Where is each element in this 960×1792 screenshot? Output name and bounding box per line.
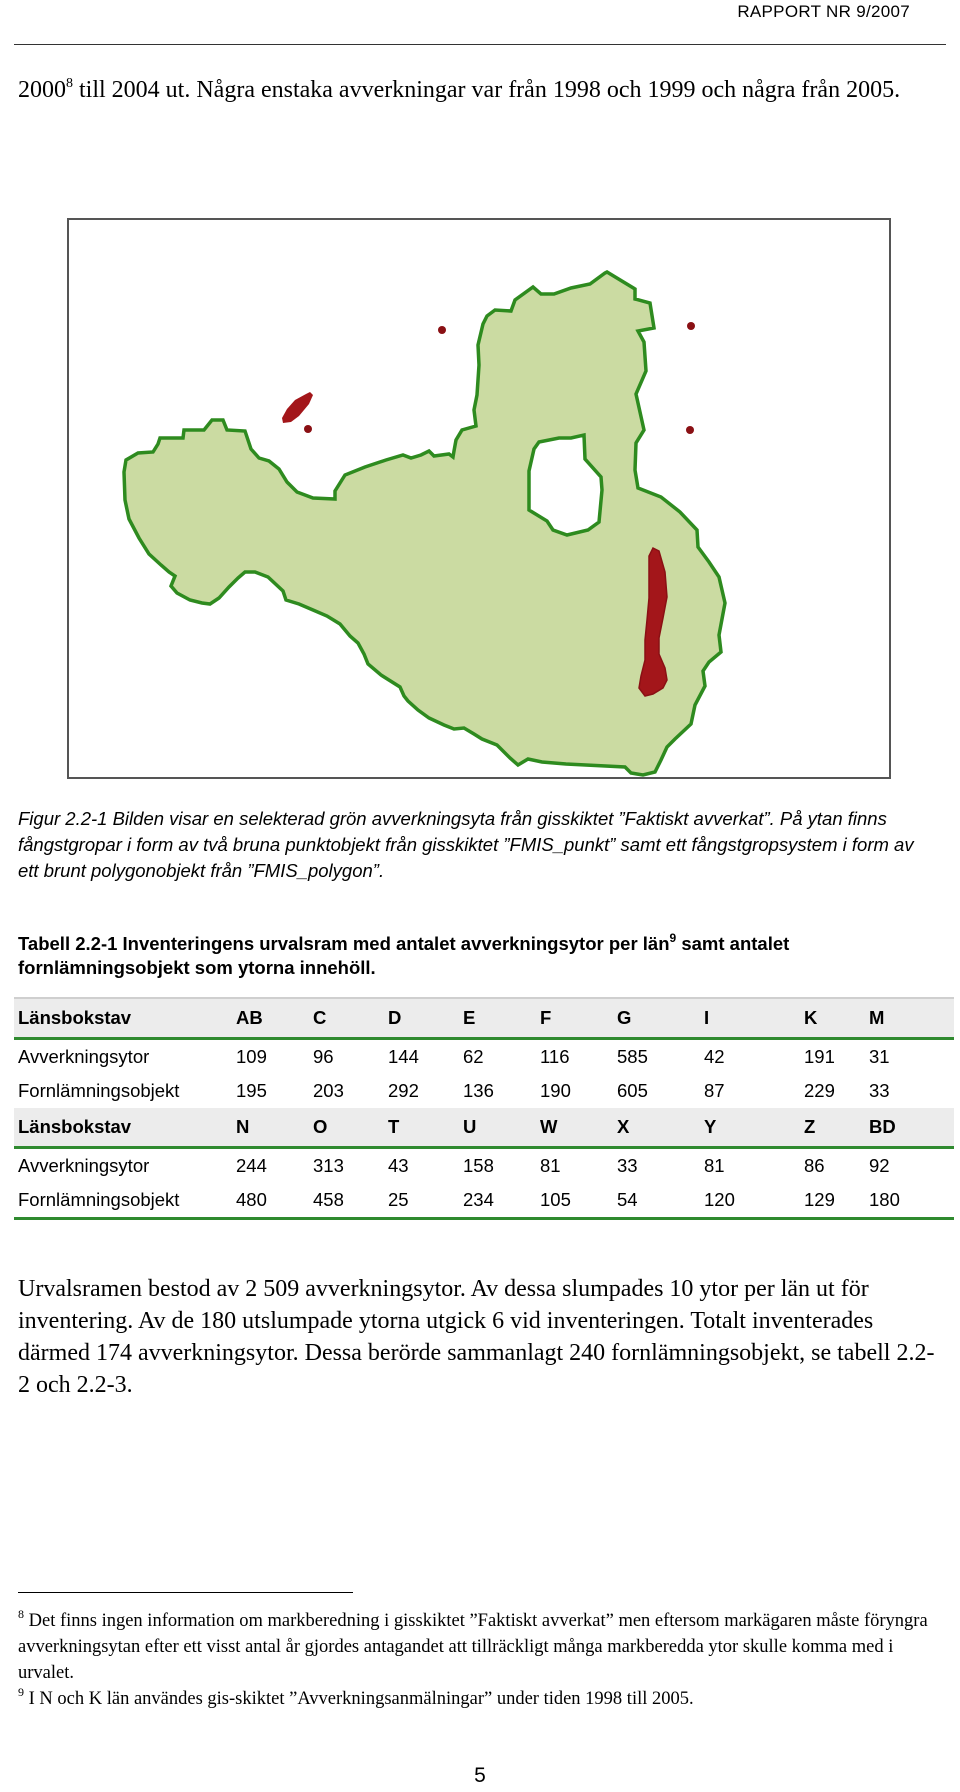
header-cell: Länsbokstav xyxy=(14,998,232,1039)
table-cell: 105 xyxy=(536,1183,613,1219)
table-header-row xyxy=(14,998,954,1039)
row-label: Avverkningsytor xyxy=(18,1155,150,1176)
header-cell: T xyxy=(384,1108,459,1148)
table-cell: 42 xyxy=(704,1046,725,1067)
map-figure xyxy=(20,176,905,791)
footnote-ref-9: 9 xyxy=(669,931,677,945)
header-cell: Z xyxy=(800,1108,865,1148)
footnote-9 xyxy=(18,1686,938,1712)
header-cell: C xyxy=(309,998,384,1039)
trapping-pit-point-3 xyxy=(687,322,695,330)
trapping-pit-point-4 xyxy=(686,426,694,434)
page-number: 5 xyxy=(474,1764,486,1787)
table-cell: 585 xyxy=(617,1046,648,1067)
table-cell: 180 xyxy=(865,1183,954,1219)
header-cell: BD xyxy=(865,1108,954,1148)
table-cell: 144 xyxy=(388,1046,419,1067)
header-cell: F xyxy=(536,998,613,1039)
inventory-table xyxy=(14,997,954,1220)
figure-caption: Figur 2.2-1 Bilden visar en selekterad grön avverkningsyta från gisskiktet ”Faktiskt avverkat”. På ytan finns fångstgropar i form av två bruna punktobjekt från gisskiktet ”FMIS_punkt” samt ett fångstgropsystem i form av ett brunt polygonobjekt från ”FMIS_polygon”. xyxy=(18,808,914,881)
trapping-pit-point-2 xyxy=(438,326,446,334)
header-cell: D xyxy=(384,998,459,1039)
header-cell: X xyxy=(613,1108,700,1148)
table-cell: 96 xyxy=(313,1046,334,1067)
table-cell: 86 xyxy=(804,1155,825,1176)
page-header xyxy=(0,0,960,26)
header-cell: E xyxy=(459,998,536,1039)
header-cell: M xyxy=(865,998,954,1039)
trapping-pit-blob xyxy=(282,392,313,423)
trapping-pit-point-1 xyxy=(304,425,312,433)
footnote-number: 9 xyxy=(18,1685,24,1699)
intro-body: till 2004 ut. Några enstaka avverkningar var från 1998 och 1999 och några från 2005. xyxy=(73,77,901,103)
table-cell: 158 xyxy=(463,1155,494,1176)
table-cell: 229 xyxy=(804,1080,835,1101)
intro-text xyxy=(18,74,938,106)
header-cell: O xyxy=(309,1108,384,1148)
table-cell: 25 xyxy=(384,1183,459,1219)
header-cell: AB xyxy=(232,998,309,1039)
report-number: RAPPORT NR 9/2007 xyxy=(737,2,910,21)
map-frame xyxy=(67,218,891,779)
table-cell: 480 xyxy=(232,1183,309,1219)
footnote-8 xyxy=(18,1608,938,1686)
footnote-rule xyxy=(18,1592,353,1593)
header-cell: Länsbokstav xyxy=(14,1108,232,1148)
table-cell: 120 xyxy=(700,1183,800,1219)
table-title-rest: samt antalet fornlämningsobjekt som ytorna innehöll. xyxy=(18,933,790,978)
table-cell: 244 xyxy=(236,1155,267,1176)
map-canvas xyxy=(69,220,889,777)
header-cell: W xyxy=(536,1108,613,1148)
table-cell: 292 xyxy=(388,1080,419,1101)
table-cell: 203 xyxy=(313,1080,344,1101)
table-cell: 605 xyxy=(617,1080,648,1101)
table-cell: 116 xyxy=(540,1046,570,1067)
footnote-text: I N och K län användes gis-skiktet ”Avverkningsanmälningar” under tiden 1998 till 2005. xyxy=(24,1689,694,1709)
row-label: Fornlämningsobjekt xyxy=(14,1183,232,1219)
table-cell: 136 xyxy=(463,1080,494,1101)
header-cell: N xyxy=(232,1108,309,1148)
table-cell: 31 xyxy=(869,1046,890,1067)
table-cell: 458 xyxy=(309,1183,384,1219)
row-label: Avverkningsytor xyxy=(18,1046,150,1067)
footnote-ref-8: 8 xyxy=(66,76,73,91)
table-cell: 54 xyxy=(613,1183,700,1219)
table-row xyxy=(14,1148,954,1184)
table-row xyxy=(14,1074,954,1108)
table-header-row xyxy=(14,1108,954,1148)
intro-year: 2000 xyxy=(18,77,66,103)
table-title-main: Tabell 2.2-1 Inventeringens urvalsram med antalet avverkningsytor per län xyxy=(18,933,670,954)
body-paragraph: Urvalsramen bestod av 2 509 avverkningsytor. Av dessa slumpades 10 ytor per län ut för inventering. Av de 180 utslumpade ytorna utgick 6 vid inventeringen. Totalt inventerades därmed 174 avverkningsytor. Dessa berörde sammanlagt 240 fornlämningsobjekt, se tabell 2.2-2 och 2.2-3. xyxy=(18,1276,935,1398)
table-cell: 313 xyxy=(313,1155,344,1176)
header-cell: Y xyxy=(700,1108,800,1148)
table-row xyxy=(14,1183,954,1219)
footnote-number: 8 xyxy=(18,1607,24,1621)
table-cell: 109 xyxy=(236,1046,267,1067)
header-cell: U xyxy=(459,1108,536,1148)
table-title xyxy=(18,932,948,980)
table-cell: 81 xyxy=(704,1155,725,1176)
header-cell: K xyxy=(800,998,865,1039)
table-cell: 92 xyxy=(869,1155,890,1176)
table-row xyxy=(14,1039,954,1075)
table-cell: 129 xyxy=(800,1183,865,1219)
table-cell: 191 xyxy=(804,1046,835,1067)
footnote-text: Det finns ingen information om markberedning i gisskiktet ”Faktiskt avverkat” men eftersom markägaren måste föryngra avverkningsytan efter ett visst antal år gjordes antagandet att tillräckligt många markberedda ytor skulle komma med i urvalet. xyxy=(18,1611,928,1683)
header-cell: G xyxy=(613,998,700,1039)
header-rule xyxy=(14,44,946,45)
table-cell: 33 xyxy=(869,1080,890,1101)
table-cell: 234 xyxy=(459,1183,536,1219)
header-cell: I xyxy=(700,998,800,1039)
table-cell: 81 xyxy=(540,1155,561,1176)
table-cell: 62 xyxy=(463,1046,484,1067)
row-label: Fornlämningsobjekt xyxy=(18,1080,180,1101)
footnotes xyxy=(18,1608,938,1712)
table-cell: 33 xyxy=(617,1155,638,1176)
felling-area-polygon xyxy=(124,272,725,775)
table-cell: 43 xyxy=(388,1155,409,1176)
table-cell: 87 xyxy=(704,1080,725,1101)
table-cell: 190 xyxy=(540,1080,571,1101)
table-cell: 195 xyxy=(236,1080,267,1101)
